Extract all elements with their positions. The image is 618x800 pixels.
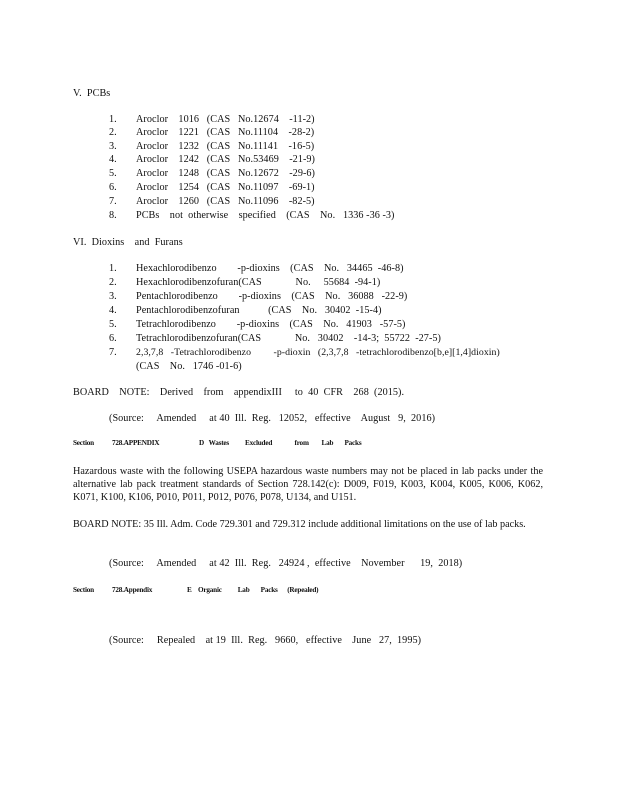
board-note: BOARD NOTE: 35 Ill. Adm. Code 729.301 and 729.312 include additional limitations on the use of lab packs. bbox=[73, 519, 526, 530]
list-item: Tetrachlorodibenzo -p-dioxins (CAS No. 41903 -57-5) bbox=[136, 319, 406, 330]
source-citation: (Source: Amended at 40 Ill. Reg. 12052, effective August 9, 2016) bbox=[109, 413, 436, 424]
list-item-continuation: (CAS No. 1746 -01-6) bbox=[136, 361, 242, 372]
list-number: 7. bbox=[109, 347, 117, 358]
list-number: 6. bbox=[109, 333, 117, 344]
list-number: 1. bbox=[109, 114, 117, 125]
list-item: 2,3,7,8 -Tetrachlorodibenzo -p-dioxin (2,3,7,8 -tetrachlorodibenzo[b,e][1,4]dioxin) bbox=[136, 347, 500, 358]
list-number: 2. bbox=[109, 277, 117, 288]
section-heading-dioxins: VI. Dioxins and Furans bbox=[73, 237, 183, 248]
board-note: BOARD NOTE: Derived from appendixIII to 40 CFR 268 (2015). bbox=[73, 387, 405, 398]
list-number: 4. bbox=[109, 154, 117, 165]
section-heading-pcbs: V. PCBs bbox=[73, 88, 111, 99]
list-item: Aroclor 1248 (CAS No.12672 -29-6) bbox=[136, 168, 315, 179]
list-number: 5. bbox=[109, 168, 117, 179]
list-item: Aroclor 1016 (CAS No.12674 -11-2) bbox=[136, 114, 315, 125]
list-item: Hexachlorodibenzofuran(CAS No. 55684 -94-1) bbox=[136, 277, 381, 288]
section-number: 728.Appendix bbox=[112, 586, 153, 594]
list-number: 7. bbox=[109, 196, 117, 207]
body-paragraph: Hazardous waste with the following USEPA hazardous waste numbers may not be placed in lab packs under the alternative lab pack treatment standards of Section 728.142(c): D009, F019, K003, K004, K005, K006, K062, K071, K100, K106, P010, P011, P012, P076, P078, U134, and U151. bbox=[73, 466, 543, 503]
section-number: 728.APPENDIX bbox=[112, 439, 160, 447]
list-item: Aroclor 1242 (CAS No.53469 -21-9) bbox=[136, 154, 315, 165]
list-number: 3. bbox=[109, 141, 117, 152]
source-citation: (Source: Repealed at 19 Ill. Reg. 9660, effective June 27, 1995) bbox=[109, 635, 422, 646]
list-number: 8. bbox=[109, 210, 117, 221]
list-item: PCBs not otherwise specified (CAS No. 1336 -36 -3) bbox=[136, 210, 395, 221]
list-item: Tetrachlorodibenzofuran(CAS No. 30402 -14-3; 55722 -27-5) bbox=[136, 333, 441, 344]
list-item: Aroclor 1221 (CAS No.11104 -28-2) bbox=[136, 127, 315, 138]
section-title: D Wastes Excluded from Lab Packs bbox=[199, 439, 362, 447]
section-title: E Organic Lab Packs (Repealed) bbox=[187, 586, 319, 594]
list-item: Aroclor 1260 (CAS No.11096 -82-5) bbox=[136, 196, 315, 207]
source-citation: (Source: Amended at 42 Ill. Reg. 24924 , effective November 19, 2018) bbox=[109, 558, 463, 569]
section-label: Section bbox=[73, 439, 94, 447]
list-item: Pentachlorodibenzo -p-dioxins (CAS No. 36088 -22-9) bbox=[136, 291, 408, 302]
section-label: Section bbox=[73, 586, 94, 594]
list-number: 1. bbox=[109, 263, 117, 274]
list-number: 6. bbox=[109, 182, 117, 193]
list-item: Hexachlorodibenzo -p-dioxins (CAS No. 34465 -46-8) bbox=[136, 263, 404, 274]
list-number: 2. bbox=[109, 127, 117, 138]
list-number: 4. bbox=[109, 305, 117, 316]
list-number: 3. bbox=[109, 291, 117, 302]
list-item: Aroclor 1232 (CAS No.11141 -16-5) bbox=[136, 141, 315, 152]
list-item: Pentachlorodibenzofuran (CAS No. 30402 -15-4) bbox=[136, 305, 382, 316]
list-item: Aroclor 1254 (CAS No.11097 -69-1) bbox=[136, 182, 315, 193]
list-number: 5. bbox=[109, 319, 117, 330]
